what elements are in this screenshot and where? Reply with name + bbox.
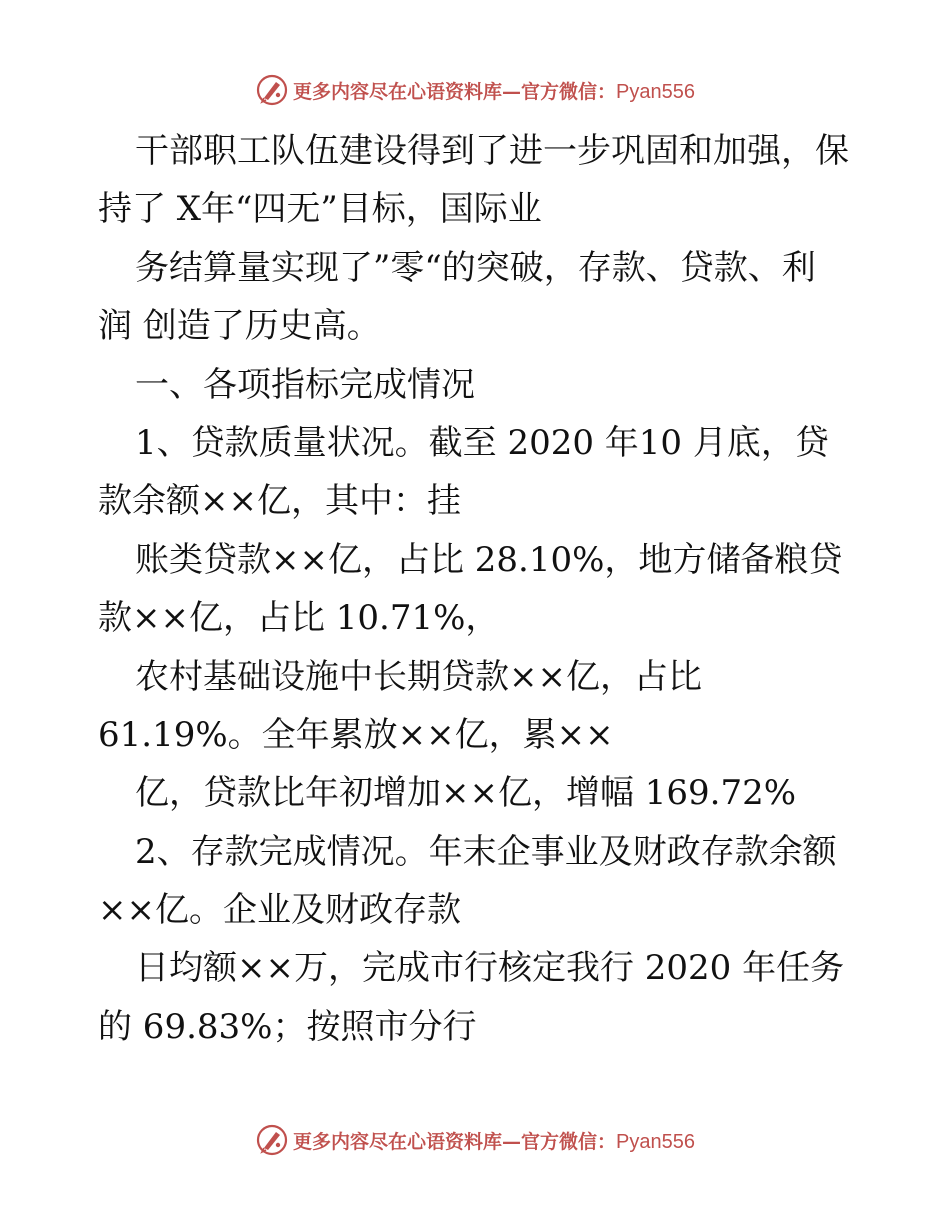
footer-watermark-banner [0,1120,950,1160]
body-line: 的 69.83%；按照市分行 [98,1006,477,1047]
body-line: 61.19%。全年累放××亿，累×× [98,714,614,755]
watermark-text: 更多内容尽在心语资料库—官方微信：Pyan556 [293,80,695,103]
body-line: 持了 X年“四无”目标，国际业 [98,189,542,230]
document-body [98,122,878,1056]
quill-pen-icon [255,73,289,107]
body-line: 干部职工队伍建设得到了进一步巩固和加强，保 [135,131,849,171]
body-line: 2、存款完成情况。年末企事业及财政存款余额 [135,831,837,872]
wechat-id: Pyan556 [616,80,695,103]
body-line: 润 创造了历史高。 [98,306,381,347]
body-line: 农村基础设施中长期贷款××亿，占比 [135,656,702,697]
body-line: 1、贷款质量状况。截至 2020 年10 月底，贷 [135,422,829,463]
watermark-text: 更多内容尽在心语资料库—官方微信：Pyan556 [293,1130,695,1153]
body-line: 款余额××亿，其中：挂 [98,481,461,522]
body-line: 账类贷款××亿，占比 28.10%，地方储备粮贷 [135,539,843,580]
body-line: 务结算量实现了”零“的突破，存款、贷款、利 [135,247,816,288]
header-watermark-banner [0,70,950,110]
body-line: 日均额××万，完成市行核定我行 2020 年任务 [135,948,845,989]
body-line: 款××亿，占比 10.71%， [98,598,500,639]
quill-pen-icon [255,1123,289,1157]
body-line: 亿，贷款比年初增加××亿，增幅 169.72% [135,773,797,814]
section-heading: 一、各项指标完成情况 [135,364,475,405]
wechat-id: Pyan556 [616,1130,695,1153]
body-line: ××亿。企业及财政存款 [98,890,461,931]
